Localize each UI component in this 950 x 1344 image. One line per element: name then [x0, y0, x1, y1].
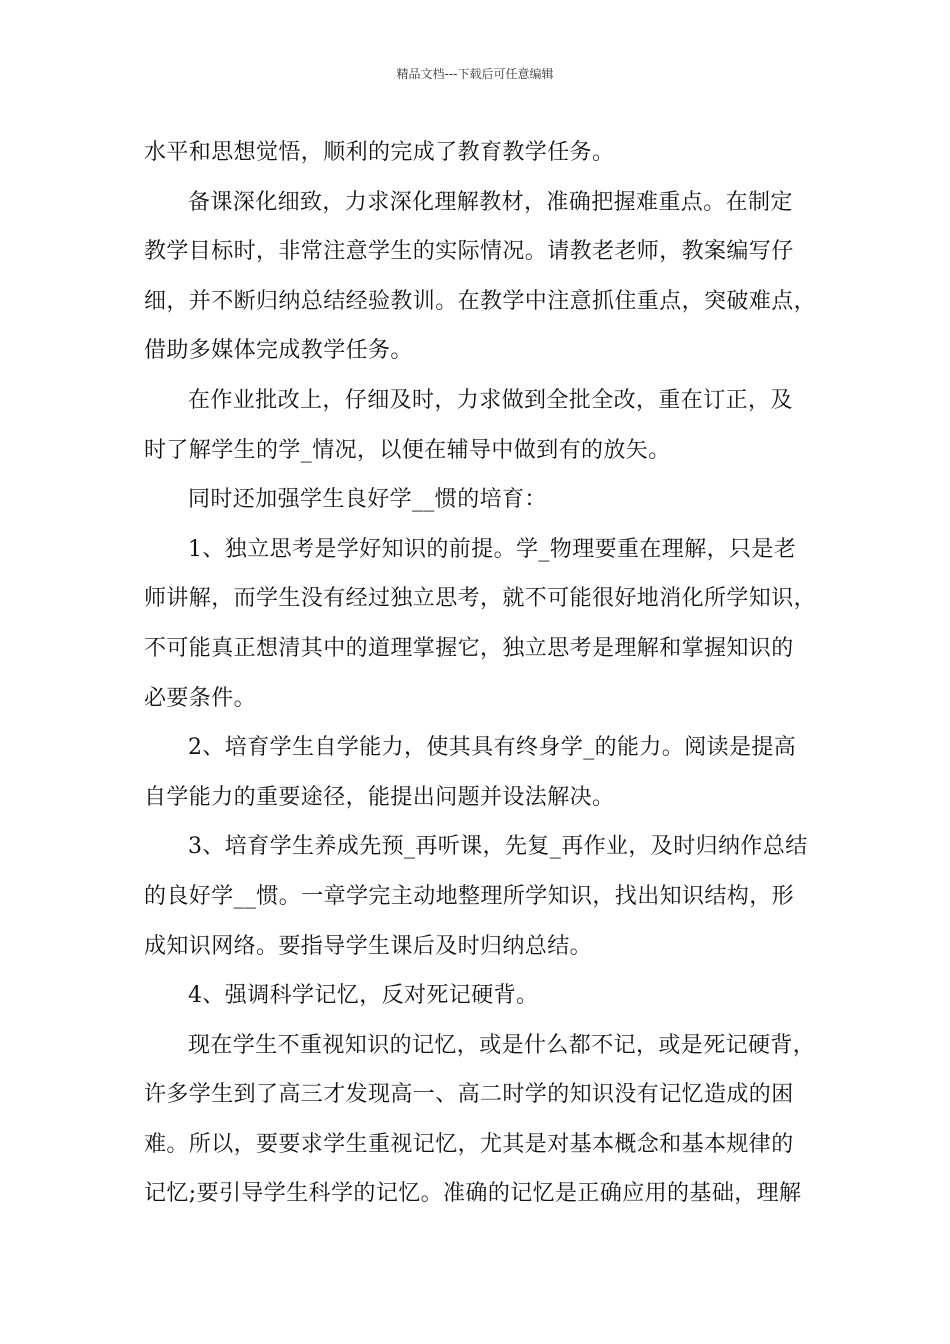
text-line: 成知识网络。要指导学生课后及时归纳总结。 — [144, 933, 593, 959]
paragraph-start-line: 3、培育学生养成先预_再听课，先复_再作业，及时归纳作总结 — [188, 834, 808, 860]
text-line: 不可能真正想清其中的道理掌握它，独立思考是理解和掌握知识的 — [144, 635, 794, 661]
text-line: 师讲解，而学生没有经过独立思考，就不可能很好地消化所学知识， — [144, 586, 817, 612]
paragraph-start-line: 2、培育学生自学能力，使其具有终身学_的能力。阅读是提高 — [188, 735, 797, 761]
text-line: 时了解学生的学_情况，以便在辅导中做到有的放矢。 — [144, 437, 671, 463]
page-header: 精品文档---下载后可任意编辑 — [396, 67, 554, 81]
text-line: 难。所以，要要求学生重视记忆，尤其是对基本概念和基本规律的 — [144, 1131, 794, 1157]
text-line: 许多学生到了高三才发现高一、高二时学的知识没有记忆造成的困 — [144, 1082, 794, 1108]
paragraph-start-line: 现在学生不重视知识的记忆，或是什么都不记，或是死记硬背， — [188, 1032, 816, 1058]
paragraph-start-line: 同时还加强学生良好学__惯的培育： — [188, 487, 547, 513]
paragraph-start-line: 在作业批改上，仔细及时，力求做到全批全改，重在订正，及 — [188, 387, 793, 413]
text-line: 自学能力的重要途径，能提出问题并设法解决。 — [144, 784, 615, 810]
text-line: 记忆;要引导学生科学的记忆。准确的记忆是正确应用的基础，理解 — [144, 1181, 802, 1207]
paragraph-start-line: 1、独立思考是学好知识的前提。学_物理要重在理解，只是老 — [188, 536, 797, 562]
text-line: 必要条件。 — [144, 685, 257, 711]
text-line: 的良好学__惯。一章学完主动地整理所学知识，找出知识结构，形 — [144, 883, 795, 909]
document-body — [144, 128, 824, 1219]
text-line: 教学目标时，非常注意学生的实际情况。请教老老师，教案编写仔 — [144, 239, 794, 265]
text-line: 借助多媒体完成教学任务。 — [144, 338, 413, 364]
paragraph-start-line: 备课深化细致，力求深化理解教材，准确把握难重点。在制定 — [188, 189, 793, 215]
paragraph-start-line: 4、强调科学记忆，反对死记硬背。 — [188, 983, 539, 1009]
text-line: 水平和思想觉悟，顺利的完成了教育教学任务。 — [144, 140, 615, 165]
text-line: 细，并不断归纳总结经验教训。在教学中注意抓住重点，突破难点， — [144, 288, 817, 314]
